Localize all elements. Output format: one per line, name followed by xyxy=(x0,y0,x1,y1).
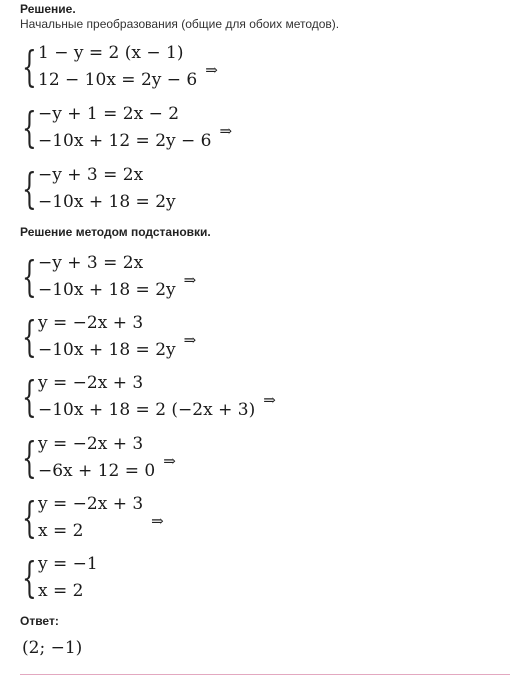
equation-system-8 xyxy=(22,491,164,545)
equation-system-7 xyxy=(22,431,176,485)
left-brace-icon: { xyxy=(22,252,37,301)
left-brace-icon: { xyxy=(22,433,37,482)
equation-line: 1 − y = 2 (x − 1) xyxy=(38,43,184,63)
equation-system-5 xyxy=(22,310,196,364)
equation-line: −y + 1 = 2x − 2 xyxy=(38,104,180,124)
equation-line: −10x + 18 = 2 (−2x + 3) xyxy=(38,400,256,420)
left-brace-icon: { xyxy=(22,553,37,602)
equation-line: 12 − 10x = 2y − 6 xyxy=(38,70,198,90)
equation-line: y = −1 xyxy=(38,554,98,574)
equation-system-6 xyxy=(22,370,276,424)
equation-line: y = −2x + 3 xyxy=(38,434,144,454)
equation-line: y = −2x + 3 xyxy=(38,313,144,333)
equation-line: x = 2 xyxy=(38,581,84,601)
equation-system-1 xyxy=(22,40,218,94)
equation-line: −10x + 18 = 2y xyxy=(38,192,176,212)
answer-value: (2; −1) xyxy=(22,638,83,658)
equation-line: x = 2 xyxy=(38,521,84,541)
left-brace-icon: { xyxy=(22,42,37,91)
equation-line: −6x + 12 = 0 xyxy=(38,461,156,481)
left-brace-icon: { xyxy=(22,164,37,213)
implies-icon: ⇒ xyxy=(151,512,164,530)
equation-line: −y + 3 = 2x xyxy=(38,165,144,185)
equation-line: y = −2x + 3 xyxy=(38,373,144,393)
implies-icon: ⇒ xyxy=(219,122,233,140)
solution-heading: Решение. xyxy=(20,2,76,16)
implies-icon: ⇒ xyxy=(183,331,197,349)
equation-line: −10x + 18 = 2y xyxy=(38,340,176,360)
equation-line: −y + 3 = 2x xyxy=(38,253,144,273)
left-brace-icon: { xyxy=(22,493,37,542)
implies-icon: ⇒ xyxy=(183,271,197,289)
implies-icon: ⇒ xyxy=(163,452,176,470)
equation-line: −10x + 12 = 2y − 6 xyxy=(38,131,212,151)
left-brace-icon: { xyxy=(22,312,37,361)
answer-heading: Ответ: xyxy=(20,614,59,628)
left-brace-icon: { xyxy=(22,103,37,152)
initial-transformations-label: Начальные преобразования (общие для обоих методов). xyxy=(20,17,340,31)
implies-icon: ⇒ xyxy=(205,61,218,79)
bottom-divider xyxy=(20,674,510,675)
equation-system-2 xyxy=(22,101,232,155)
equation-line: y = −2x + 3 xyxy=(38,494,144,514)
substitution-method-heading: Решение методом подстановки. xyxy=(20,225,211,239)
left-brace-icon: { xyxy=(22,372,37,421)
equation-system-3 xyxy=(22,162,176,216)
equation-line: −10x + 18 = 2y xyxy=(38,280,176,300)
implies-icon: ⇒ xyxy=(263,391,276,409)
equation-system-4 xyxy=(22,250,196,304)
equation-system-9 xyxy=(22,551,98,605)
